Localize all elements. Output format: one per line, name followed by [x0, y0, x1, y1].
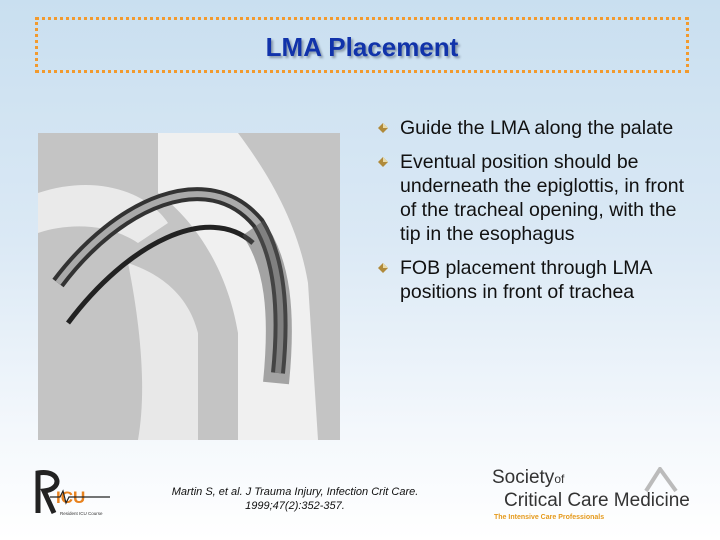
bullet-text: Guide the LMA along the palate: [400, 117, 674, 139]
bullet-list: [378, 116, 698, 314]
sccm-of: of: [554, 472, 565, 486]
bullet-text: Eventual position should be underneath the epiglottis, in front of the tracheal opening, with the tip in the esophagus: [400, 151, 685, 245]
citation-line: 1999;47(2):352-357.: [245, 500, 345, 512]
title-box: [35, 17, 689, 73]
sccm-triangle-icon: [642, 467, 678, 493]
diamond-bullet-icon: [378, 123, 388, 133]
bullet-item: [378, 116, 698, 140]
svg-text:ICU: ICU: [56, 488, 86, 507]
sccm-society: Society: [492, 467, 555, 488]
bullet-item: [378, 256, 698, 304]
citation-line: Martin S, et al. J Trauma Injury, Infection Crit Care.: [171, 486, 419, 498]
diamond-bullet-icon: [378, 263, 388, 273]
bullet-item: [378, 150, 698, 246]
slide-title: LMA Placement: [265, 32, 459, 62]
sccm-tagline: The Intensive Care Professionals: [494, 514, 605, 521]
citation: [150, 485, 440, 513]
bullet-text: FOB placement through LMA positions in front of trachea: [400, 257, 652, 303]
diamond-bullet-icon: [378, 157, 388, 167]
svg-text:Resident ICU Course: Resident ICU Course: [60, 511, 103, 516]
sccm-logo: [492, 467, 712, 527]
ricu-logo: [30, 465, 120, 525]
lma-illustration: [38, 133, 340, 440]
sccm-name: Critical Care Medicine: [504, 490, 690, 511]
